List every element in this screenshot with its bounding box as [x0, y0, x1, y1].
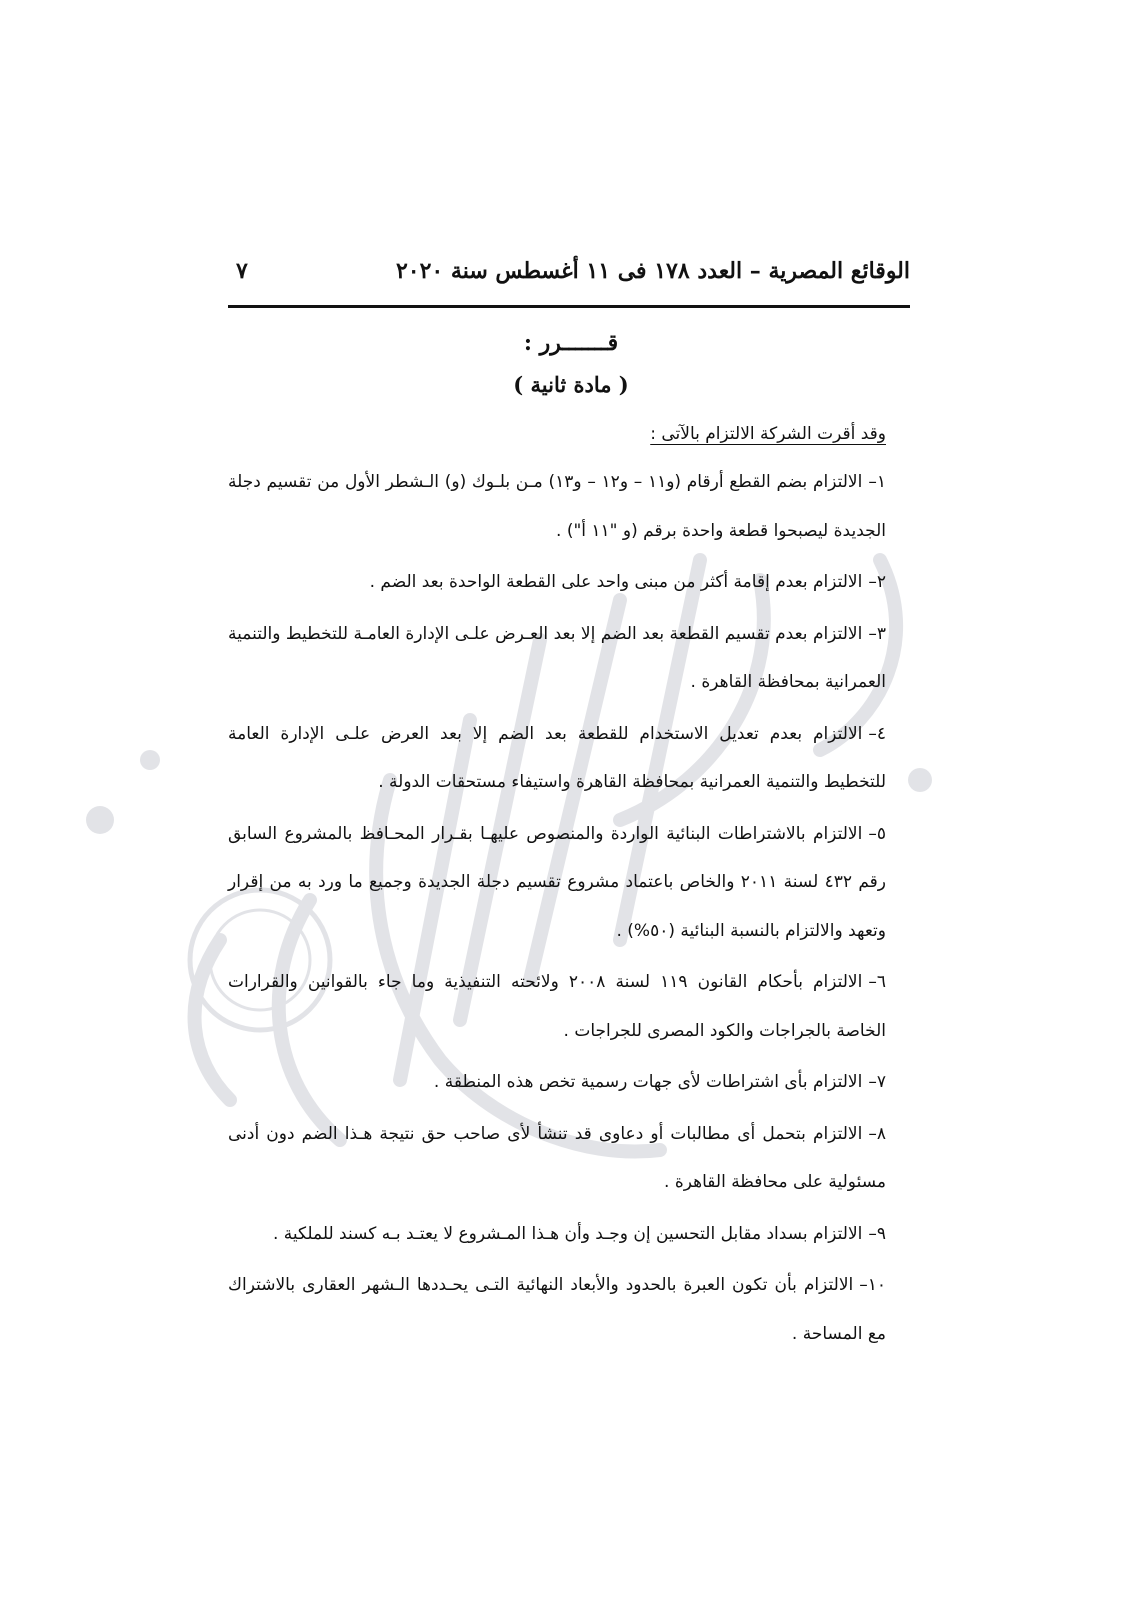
item-number: ٩– [868, 1223, 886, 1244]
item-text: الالتزام بعدم تقسيم القطعة بعد الضم إلا بعد العـرض علـى الإدارة العامـة للتخطيط والتنمية العمرانية بمحافظة القاهرة . [228, 623, 886, 692]
item-number: ٦– [868, 972, 886, 992]
intro-text: وقد أقرت الشركة الالتزام بالآتى : [650, 424, 886, 444]
item-text: الالتزام بالاشتراطات البنائية الواردة والمنصوص عليهـا بقـرار المحـافظ بالمشروع السابق رقم ٤٣٢ لسنة ٢٠١١ والخاص باعتماد مشروع تقسيم دجلة الجديدة وجميع ما ورد به من إقرار وتعهد والالتزام بالنسبة البنائية (٥٠%) . [228, 823, 886, 941]
item-number: ٢– [868, 572, 886, 592]
item-text: الالتزام بأن تكون العبرة بالحدود والأبعاد النهائية التـى يحـددها الـشهر العقارى بالاشتراك مع المساحة . [228, 1275, 886, 1344]
item-text: الالتزام بعدم إقامة أكثر من مبنى واحد على القطعة الواحدة بعد الضم . [369, 572, 863, 592]
list-item [228, 610, 886, 707]
list-item [228, 1210, 886, 1259]
obligations-list [228, 458, 886, 1361]
item-number: ٣– [868, 623, 886, 644]
decision-label: قـــــــرر : [523, 330, 619, 356]
item-text: الالتزام بأى اشتراطات لأى جهات رسمية تخص هذه المنطقة . [433, 1072, 863, 1092]
gazette-title: الوقائع المصرية – العدد ١٧٨ فى ١١ أغسطس سنة ٢٠٢٠ [395, 258, 910, 284]
list-item [228, 1058, 886, 1107]
list-item [228, 810, 886, 956]
item-text: الالتزام بعدم تعديل الاستخدام للقطعة بعد الضم إلا بعد العرض علـى الإدارة العامة للتخطيط والتنمية العمرانية بمحافظة القاهرة واستيفاء مستحقات الدولة . [228, 723, 886, 792]
list-item [228, 710, 886, 807]
item-text: الالتزام بأحكام القانون ١١٩ لسنة ٢٠٠٨ ولائحته التنفيذية وما جاء بالقوانين والقرارات الخاصة بالجراجات والكود المصرى للجراجات . [228, 972, 886, 1041]
item-text: الالتزام بسداد مقابل التحسين إن وجـد وأن هـذا المـشروع لا يعتـد بـه كسند للملكية . [272, 1223, 863, 1244]
page-header [228, 258, 910, 298]
list-item [228, 1261, 886, 1358]
list-item [228, 458, 886, 555]
item-number: ٥– [868, 823, 886, 844]
header-rule [228, 305, 910, 308]
item-text: الالتزام بضم القطع أرقام (و١١ – و١٢ – و١٣) مـن بلـوك (و) الـشطر الأول من تقسيم دجلة الجديدة ليصبحوا قطعة واحدة برقم (و "١١ أ") . [228, 472, 886, 541]
item-number: ١٠– [859, 1275, 886, 1295]
list-item [228, 1110, 886, 1207]
list-item [228, 958, 886, 1055]
list-item [228, 558, 886, 607]
item-number: ٧– [868, 1072, 886, 1092]
item-number: ١– [868, 472, 886, 492]
item-number: ٤– [868, 723, 886, 744]
page-number: ٧ [236, 258, 248, 284]
item-text: الالتزام بتحمل أى مطالبات أو دعاوى قد تنشأ لأى صاحب حق نتيجة هـذا الضم دون أدنى مسئولية على محافظة القاهرة . [228, 1123, 886, 1192]
item-number: ٨– [868, 1123, 886, 1144]
article-label: ( مادة ثانية ) [513, 372, 629, 397]
